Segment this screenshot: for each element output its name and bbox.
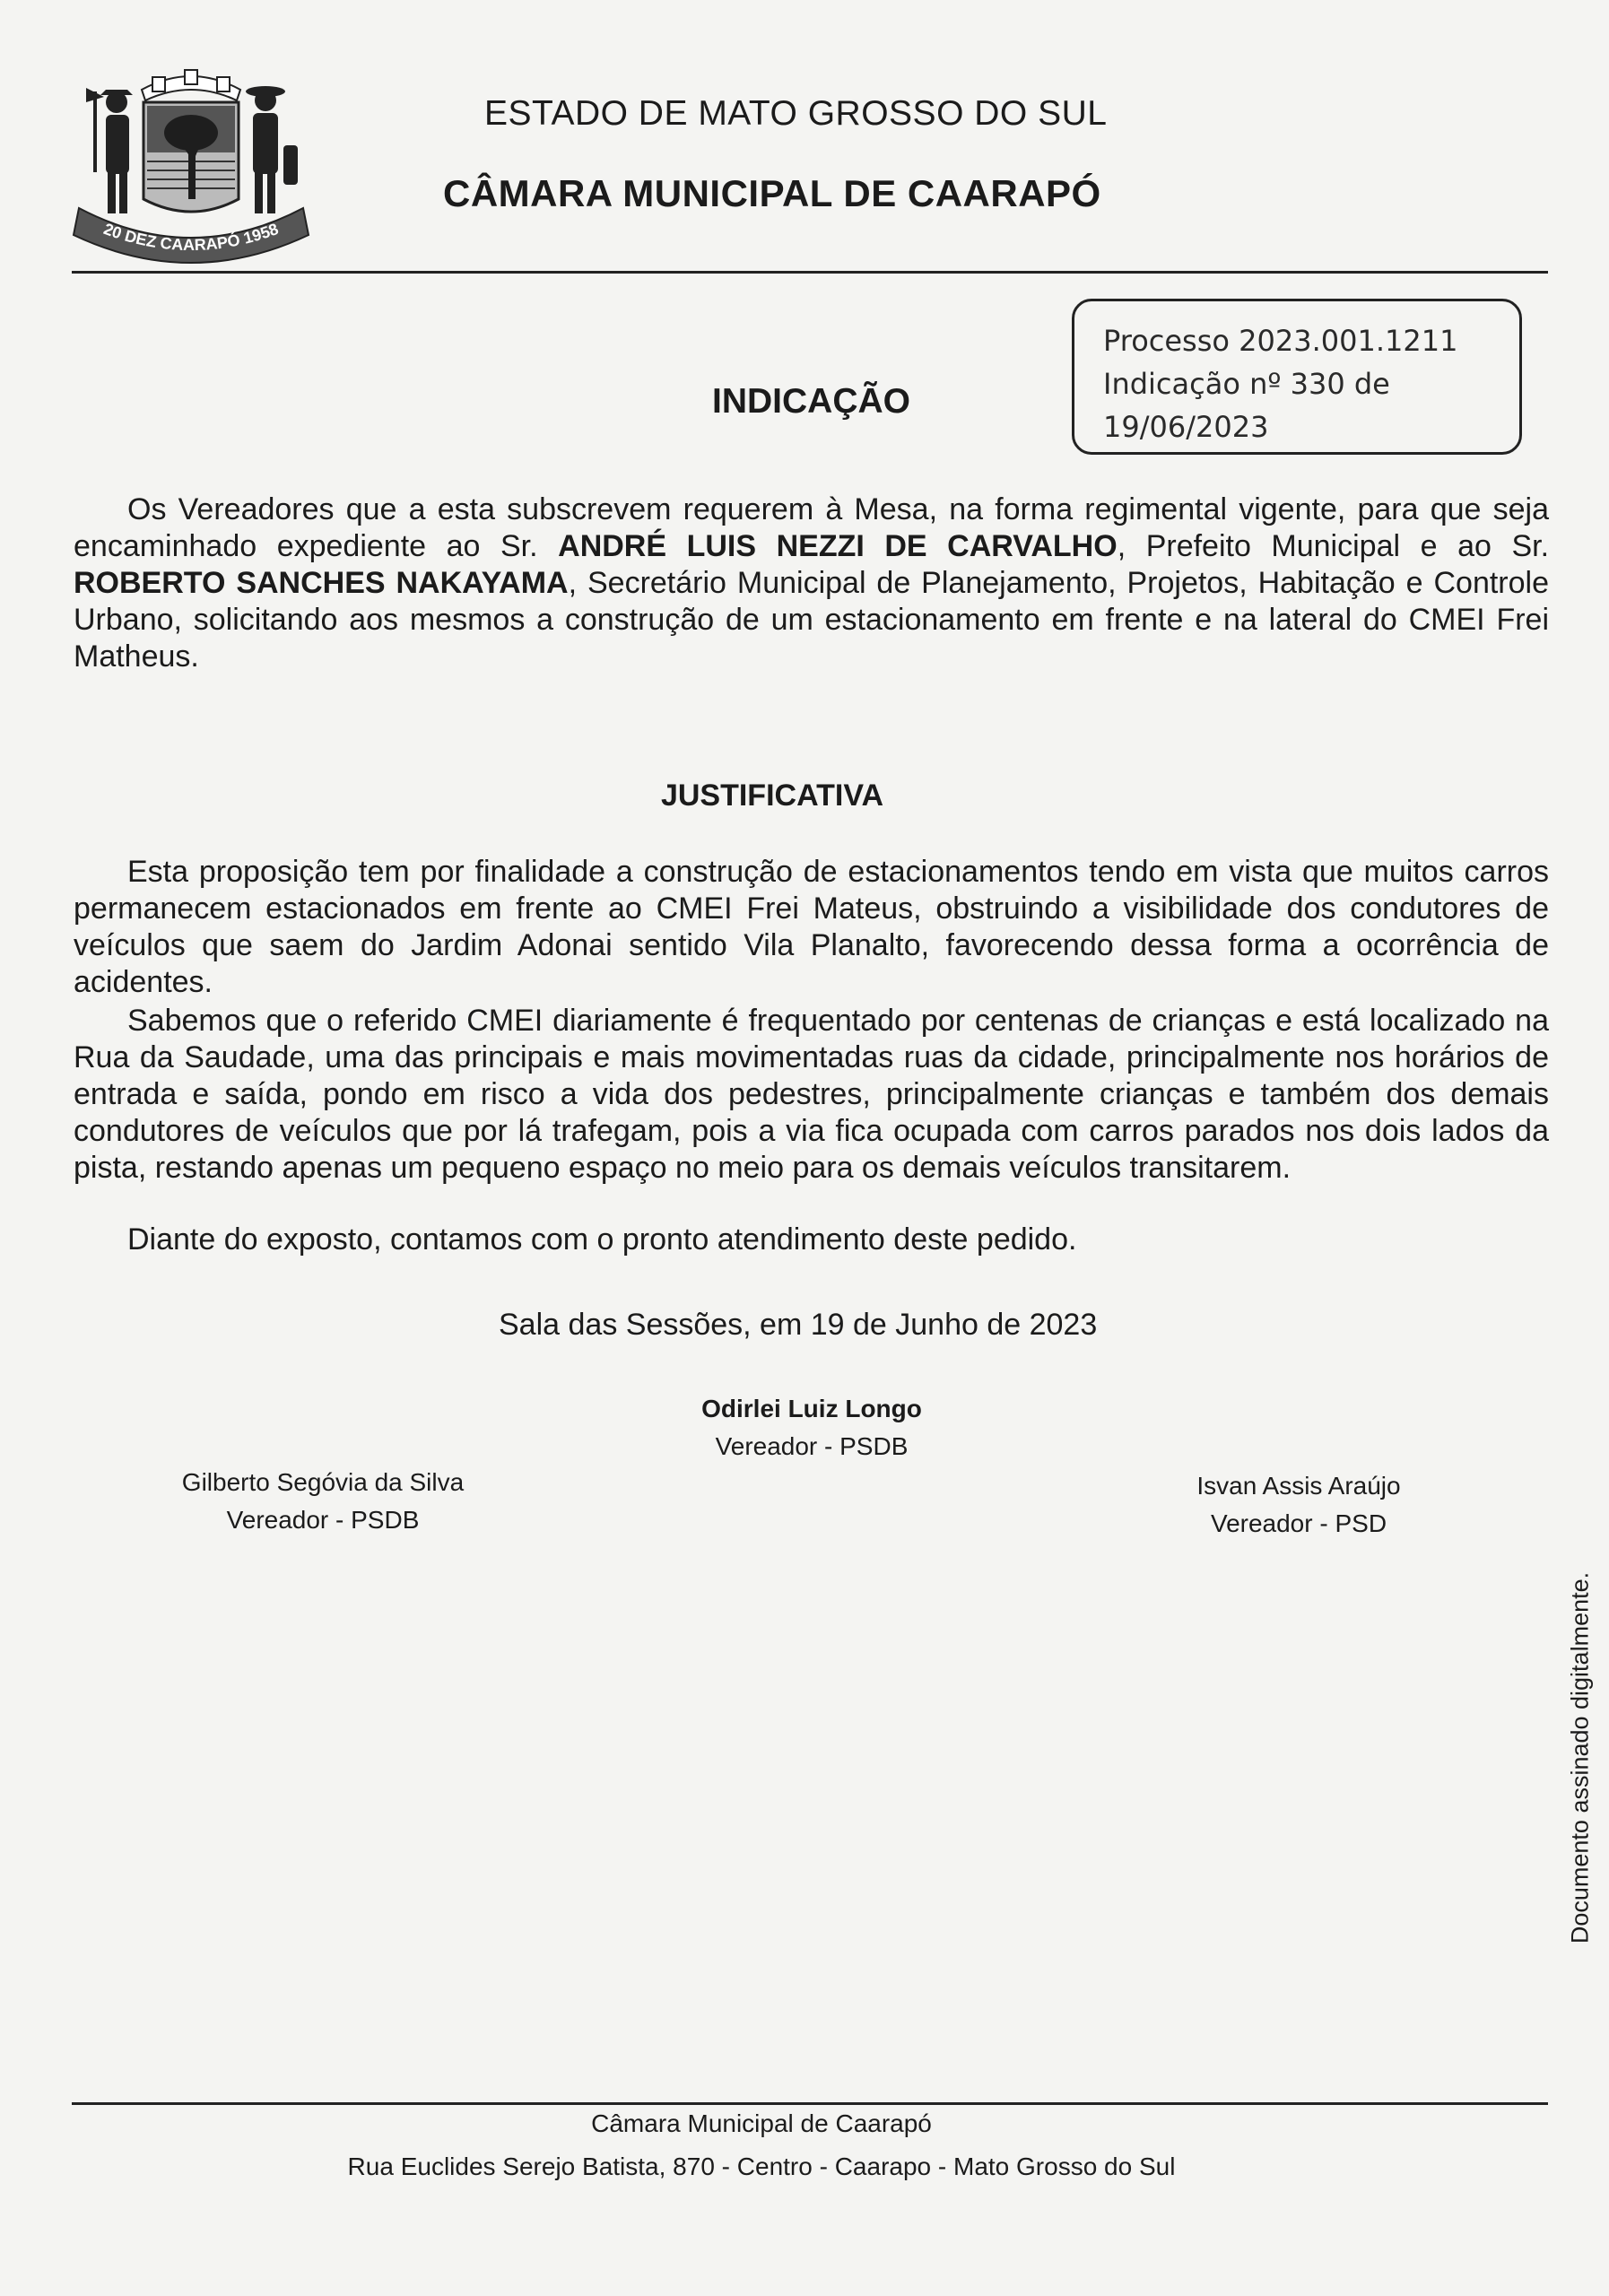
footer-divider [72,2102,1548,2105]
justification-heading-text: JUSTIFICATIVA [660,778,884,813]
secretary-name: ROBERTO SANCHES NAKAYAMA [74,566,569,600]
justification-paragraph-1: Esta proposição tem por finalidade a construção de estacionamentos tendo em vista que muitos carros permanecem estacionados em frente ao CMEI Frei Mateus, obstruindo a visibilidade dos condutores de veículos que saem do Jardim Adonai sentido Vila Planalto, favorecendo dessa forma a ocorrência de acidentes. [74,855,1549,999]
justification-paragraph-2: Sabemos que o referido CMEI diariamente é frequentado por centenas de crianças e está localizado na Rua da Saudade, uma das principais e mais movimentadas ruas da cidade, principalmente nos horários de entrada e saída, pondo em risco a vida dos pedestres, principalmente crianças e também dos demais condutores de veículos que por lá trafegam, pois a via fica ocupada com carros parados nos dois lados da pista, restando apenas um pequeno espaço no meio para os demais veículos transitarem. [74,1004,1549,1185]
document-title: INDICAÇÃO [712,382,910,421]
footer-address [0,2152,1609,2181]
footer-chamber-name-text: Câmara Municipal de Caarapó [591,2109,932,2137]
signature-block-center [632,1390,991,1465]
session-date-line: Sala das Sessões, em 19 de Junho de 2023 [499,1308,1098,1342]
municipal-crest-icon [70,65,312,266]
signer-role: Vereador - PSD [1210,1509,1387,1537]
indication-number: Indicação nº 330 de [1103,367,1390,401]
justification-heading [0,778,1609,813]
signer-role: Vereador - PSDB [715,1432,909,1460]
digital-signature-note: Documento assinado digitalmente. [1566,1571,1594,1944]
justification-paragraph-3: Diante do exposto, contamos com o pronto atendimento deste pedido. [127,1222,1077,1257]
state-heading: ESTADO DE MATO GROSSO DO SUL [484,94,1108,133]
signer-name: Odirlei Luiz Longo [701,1395,922,1422]
request-paragraph [74,491,1549,675]
footer-chamber-name [0,2109,1609,2138]
header-divider [72,271,1548,274]
request-text-1: Os Vereadores que a esta subscrevem requerem à Mesa, na forma regimental vigente, para que seja encaminhado expediente ao Sr. [74,492,1549,563]
signer-name: Isvan Assis Araújo [1196,1472,1401,1500]
request-text-3: , Secretário Municipal de Planejamento, Projetos, Habitação e Controle Urbano, solicitando aos mesmos a construção de um estacionamento em frente e na lateral do CMEI Frei Matheus. [74,566,1549,674]
crest-banner-text: 20 DEZ CAARAPÓ 1958 [100,219,282,255]
chamber-heading: CÂMARA MUNICIPAL DE CAARAPÓ [443,172,1101,214]
process-date: 19/06/2023 [1103,410,1269,444]
process-number: Processo 2023.001.1211 [1103,324,1458,358]
mayor-name: ANDRÉ LUIS NEZZI DE CARVALHO [558,529,1118,563]
signer-role: Vereador - PSDB [226,1506,420,1534]
process-stamp-box [1072,299,1522,455]
request-text-2: , Prefeito Municipal e ao Sr. [1117,529,1550,563]
signature-block-left [144,1464,502,1539]
signature-block-right [1119,1467,1478,1543]
footer-address-text: Rua Euclides Serejo Batista, 870 - Centro - Caarapo - Mato Grosso do Sul [347,2152,1176,2180]
signer-name: Gilberto Segóvia da Silva [181,1468,465,1496]
